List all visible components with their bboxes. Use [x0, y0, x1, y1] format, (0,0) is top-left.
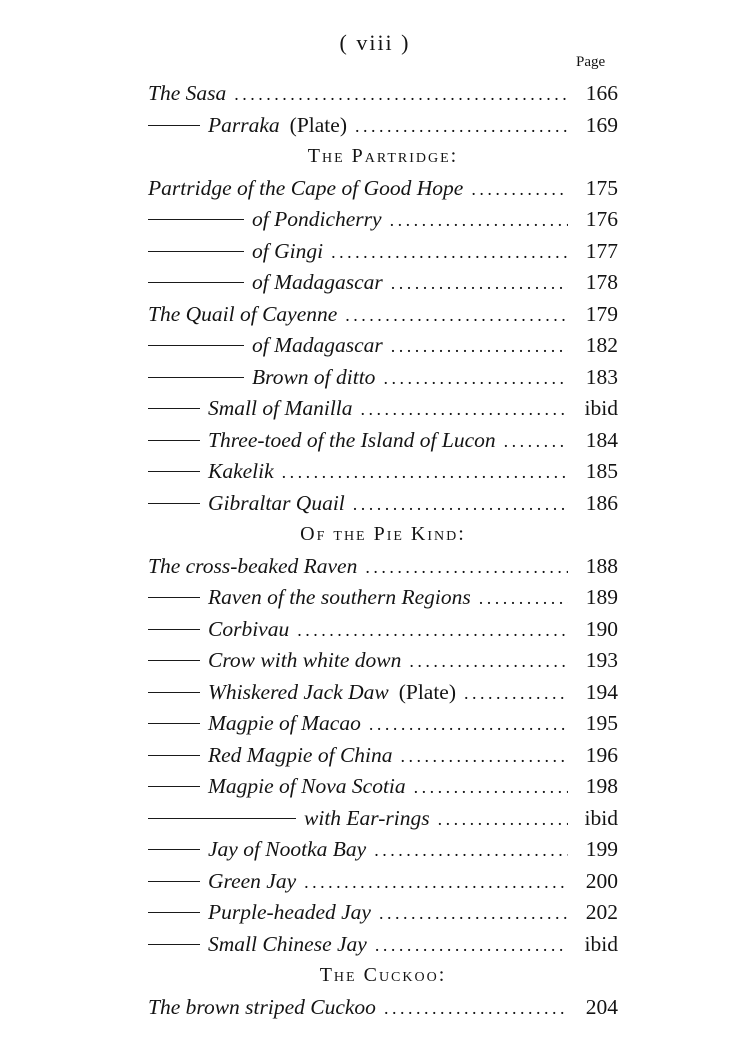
entry-page-number: 169: [585, 113, 618, 137]
entry-page-number: 185: [585, 459, 618, 483]
toc-entry: [148, 458, 618, 484]
entry-title: Gibraltar Quail: [208, 491, 345, 515]
entry-page-number: ibid: [584, 806, 618, 830]
dot-leaders: [379, 900, 568, 926]
entry-note: (Plate): [398, 680, 457, 704]
dot-leaders: [401, 743, 568, 769]
ditto-dash: [148, 912, 200, 913]
entry-note: (Plate): [289, 113, 347, 137]
dot-leaders: [369, 711, 568, 737]
entry-page-number: 183: [585, 365, 618, 389]
ditto-dash: [148, 597, 200, 598]
toc-entry: [148, 175, 618, 201]
dot-leaders: [331, 239, 568, 265]
entry-page-number: 179: [585, 302, 618, 326]
toc-entry: [148, 931, 618, 957]
dot-leaders: [409, 648, 568, 674]
dot-leaders: [282, 459, 568, 485]
dot-leaders: [297, 617, 568, 643]
dot-leaders: [391, 270, 568, 296]
entry-page-number: ibid: [584, 932, 618, 956]
dot-leaders: [345, 302, 568, 328]
toc-entry: [148, 647, 618, 673]
dot-leaders: [471, 176, 568, 202]
toc-entry: [148, 679, 618, 705]
ditto-dash: [148, 818, 296, 819]
dot-leaders: [438, 806, 568, 832]
toc-entry: [148, 427, 618, 453]
toc-entry: [148, 80, 618, 106]
entry-title: Brown of ditto: [252, 365, 376, 389]
dot-leaders: [391, 333, 568, 359]
entry-title: Corbivau: [208, 617, 290, 641]
entry-title: of Gingi: [252, 239, 324, 263]
entry-page-number: 175: [585, 176, 618, 200]
entry-title: The Quail of Cayenne: [148, 302, 338, 326]
toc-entry: [148, 899, 618, 925]
ditto-dash: [148, 881, 200, 882]
entry-page-number: 184: [585, 428, 618, 452]
dot-leaders: [479, 585, 568, 611]
entry-page-number: 189: [585, 585, 618, 609]
ditto-dash: [148, 723, 200, 724]
ditto-dash: [148, 629, 200, 630]
dot-leaders: [361, 396, 568, 422]
ditto-dash: [148, 125, 200, 126]
dot-leaders: [304, 869, 568, 895]
entry-title: Three-toed of the Island of Lucon: [208, 428, 496, 452]
page-number: ( viii ): [339, 30, 411, 55]
ditto-dash: [148, 660, 200, 661]
entry-title: of Madagascar: [252, 333, 383, 357]
ditto-dash: [148, 849, 200, 850]
entry-title: Small Chinese Jay: [208, 932, 367, 956]
entry-title: Magpie of Macao: [208, 711, 361, 735]
ditto-dash: [148, 944, 200, 945]
entry-title: Red Magpie of China: [208, 743, 393, 767]
toc-entry: [148, 616, 618, 642]
dot-leaders: [353, 491, 568, 517]
dot-leaders: [234, 81, 568, 107]
entry-page-number: 186: [585, 491, 618, 515]
toc-entry: [148, 364, 618, 390]
dot-leaders: [374, 837, 568, 863]
ditto-dash: [148, 282, 244, 283]
entry-page-number: 177: [585, 239, 618, 263]
entry-title: Jay of Nootka Bay: [208, 837, 367, 861]
entry-title: The brown striped Cuckoo: [148, 995, 376, 1019]
entry-title: of Pondicherry: [252, 207, 382, 231]
toc-entry: [148, 584, 618, 610]
ditto-dash: [148, 377, 244, 378]
dot-leaders: [504, 428, 568, 454]
toc-entry: [148, 773, 618, 799]
entry-page-number: 182: [585, 333, 618, 357]
dot-leaders: [365, 554, 568, 580]
ditto-dash: [148, 219, 244, 220]
section-heading: Of the Pie Kind:: [300, 523, 466, 545]
ditto-dash: [148, 786, 200, 787]
entry-page-number: 178: [585, 270, 618, 294]
toc-entry: [148, 868, 618, 894]
dot-leaders: [355, 113, 568, 139]
entry-page-number: 202: [585, 900, 618, 924]
entry-title: Purple-headed Jay: [208, 900, 371, 924]
entry-title: of Madagascar: [252, 270, 383, 294]
entry-title: Green Jay: [208, 869, 297, 893]
dot-leaders: [464, 680, 568, 706]
toc-entry: [148, 805, 618, 831]
entry-page-number: 204: [585, 995, 618, 1019]
entry-page-number: 176: [585, 207, 618, 231]
entry-title: Small of Manilla: [208, 396, 353, 420]
dot-leaders: [375, 932, 568, 958]
entry-page-number: ibid: [584, 396, 618, 420]
entry-title: Magpie of Nova Scotia: [208, 774, 406, 798]
entry-title: Kakelik: [208, 459, 274, 483]
ditto-dash: [148, 471, 200, 472]
dot-leaders: [414, 774, 568, 800]
entry-page-number: 193: [585, 648, 618, 672]
ditto-dash: [148, 408, 200, 409]
entry-page-number: 195: [585, 711, 618, 735]
dot-leaders: [383, 365, 568, 391]
entry-page-number: 194: [585, 680, 618, 704]
entry-title: Crow with white down: [208, 648, 402, 672]
toc-entry: [148, 742, 618, 768]
toc-entry: [148, 269, 618, 295]
toc-entry: [148, 112, 618, 138]
toc-entry: [148, 490, 618, 516]
section-heading: The Partridge:: [307, 145, 459, 167]
ditto-dash: [148, 440, 200, 441]
toc-entry: [148, 994, 618, 1020]
ditto-dash: [148, 251, 244, 252]
entry-title: The Sasa: [148, 81, 227, 105]
entry-page-number: 198: [585, 774, 618, 798]
dot-leaders: [390, 207, 568, 233]
entry-page-number: 200: [585, 869, 618, 893]
entry-page-number: 188: [585, 554, 618, 578]
toc-entry: [148, 238, 618, 264]
toc-entry: [148, 710, 618, 736]
toc-entry: [148, 206, 618, 232]
entry-page-number: 196: [585, 743, 618, 767]
toc-entry: [148, 836, 618, 862]
entry-page-number: 190: [585, 617, 618, 641]
entry-title: Whiskered Jack Daw: [208, 680, 389, 704]
toc-entry: [148, 553, 618, 579]
entry-title: Parraka: [208, 113, 280, 137]
dot-leaders: [384, 995, 568, 1021]
ditto-dash: [148, 755, 200, 756]
toc-entry: [148, 332, 618, 358]
entry-title: The cross-beaked Raven: [148, 554, 358, 578]
entry-title: Partridge of the Cape of Good Hope: [148, 176, 464, 200]
toc-entry: [148, 395, 618, 421]
entry-title: with Ear-rings: [304, 806, 430, 830]
page-column-label: Page: [576, 54, 606, 70]
ditto-dash: [148, 503, 200, 504]
toc-entry: [148, 301, 618, 327]
entry-title: Raven of the southern Regions: [208, 585, 471, 609]
entry-page-number: 166: [585, 81, 618, 105]
ditto-dash: [148, 692, 200, 693]
section-heading: The Cuckoo:: [319, 964, 447, 986]
ditto-dash: [148, 345, 244, 346]
entry-page-number: 199: [585, 837, 618, 861]
